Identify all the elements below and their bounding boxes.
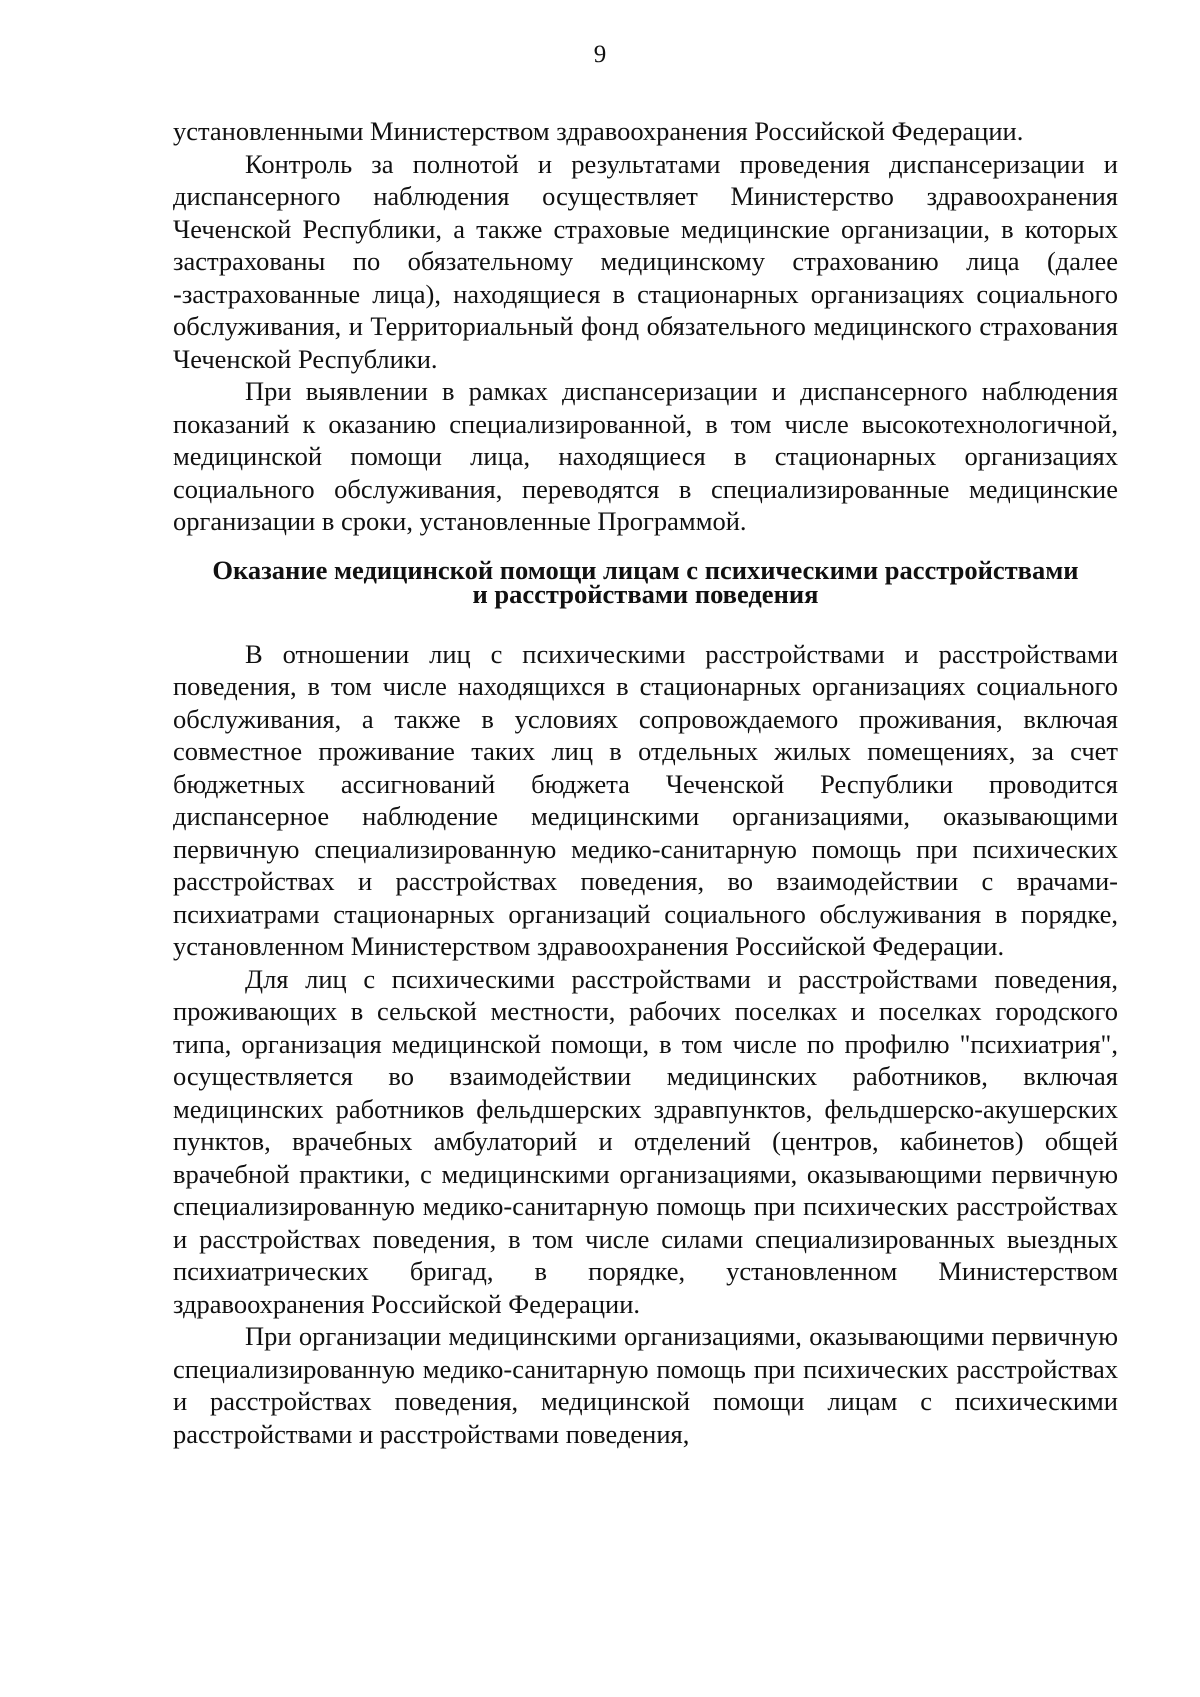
document-body: [173, 115, 1118, 1450]
paragraph-transfer: При выявлении в рамках диспансеризации и диспансерного наблюдения показаний к оказанию специализированной, в том числе высокотехнологичной, медицинской помощи лица, находящиеся в стационарных организациях социального обслуживания, переводятся в специализированные медицинские организации в сроки, установленные Программой.: [173, 376, 1118, 536]
paragraph-rural-care: Для лиц с психическими расстройствами и расстройствами поведения, проживающих в сельской местности, рабочих поселках и поселках городского типа, организация медицинской помощи, в том числе по профилю "психиатрия", осуществляется во взаимодействии медицинских работников, включая медицинских работников фельдшерских здравпунктов, фельдшерско-акушерских пунктов, врачебных амбулаторий и отделений (центров, кабинетов) общей врачебной практики, с медицинскими организациями, оказывающими первичную специализированную медико-санитарную помощь при психических расстройствах и расстройствах поведения, в том числе силами специализированных выездных психиатрических бригад, в порядке, установленном Министерством здравоохранения Российской Федерации.: [173, 963, 1118, 1319]
paragraph-control: Контроль за полнотой и результатами проведения диспансеризации и диспансерного наблюдения осуществляет Министерство здравоохранения Чеченской Республики, а также страховые медицинские организации, в которых застрахованы по обязательному медицинскому страхованию лица (далее -застрахованные лица), находящиеся в стационарных организациях социального обслуживания, и Территориальный фонд обязательного медицинского страхования Чеченской Республики.: [173, 148, 1118, 374]
section-heading-line2: и расстройствами поведения: [472, 578, 819, 609]
paragraph-continuation: установленными Министерством здравоохранения Российской Федерации.: [173, 116, 1024, 146]
paragraph-organization: При организации медицинскими организациями, оказывающими первичную специализированную медико-санитарную помощь при психических расстройствах и расстройствах поведения, медицинской помощи лицам с психическими расстройствами и расстройствами поведения,: [173, 1321, 1118, 1449]
page-number: 9: [593, 41, 607, 68]
section-heading: [173, 554, 1118, 609]
section-heading-line1: Оказание медицинской помощи лицам с психическими расстройствами: [212, 554, 1079, 585]
paragraph-dispensary-observation: В отношении лиц с психическими расстройствами и расстройствами поведения, в том числе находящихся в стационарных организациях социального обслуживания, а также в условиях сопровождаемого проживания, включая совместное проживание таких лиц в отдельных жилых помещениях, за счет бюджетных ассигнований бюджета Чеченской Республики проводится диспансерное наблюдение медицинскими организациями, оказывающими первичную специализированную медико-санитарную помощь при психических расстройствах и расстройствах поведения, во взаимодействии с врачами-психиатрами стационарных организаций социального обслуживания в порядке, установленном Министерством здравоохранения Российской Федерации.: [173, 638, 1118, 961]
